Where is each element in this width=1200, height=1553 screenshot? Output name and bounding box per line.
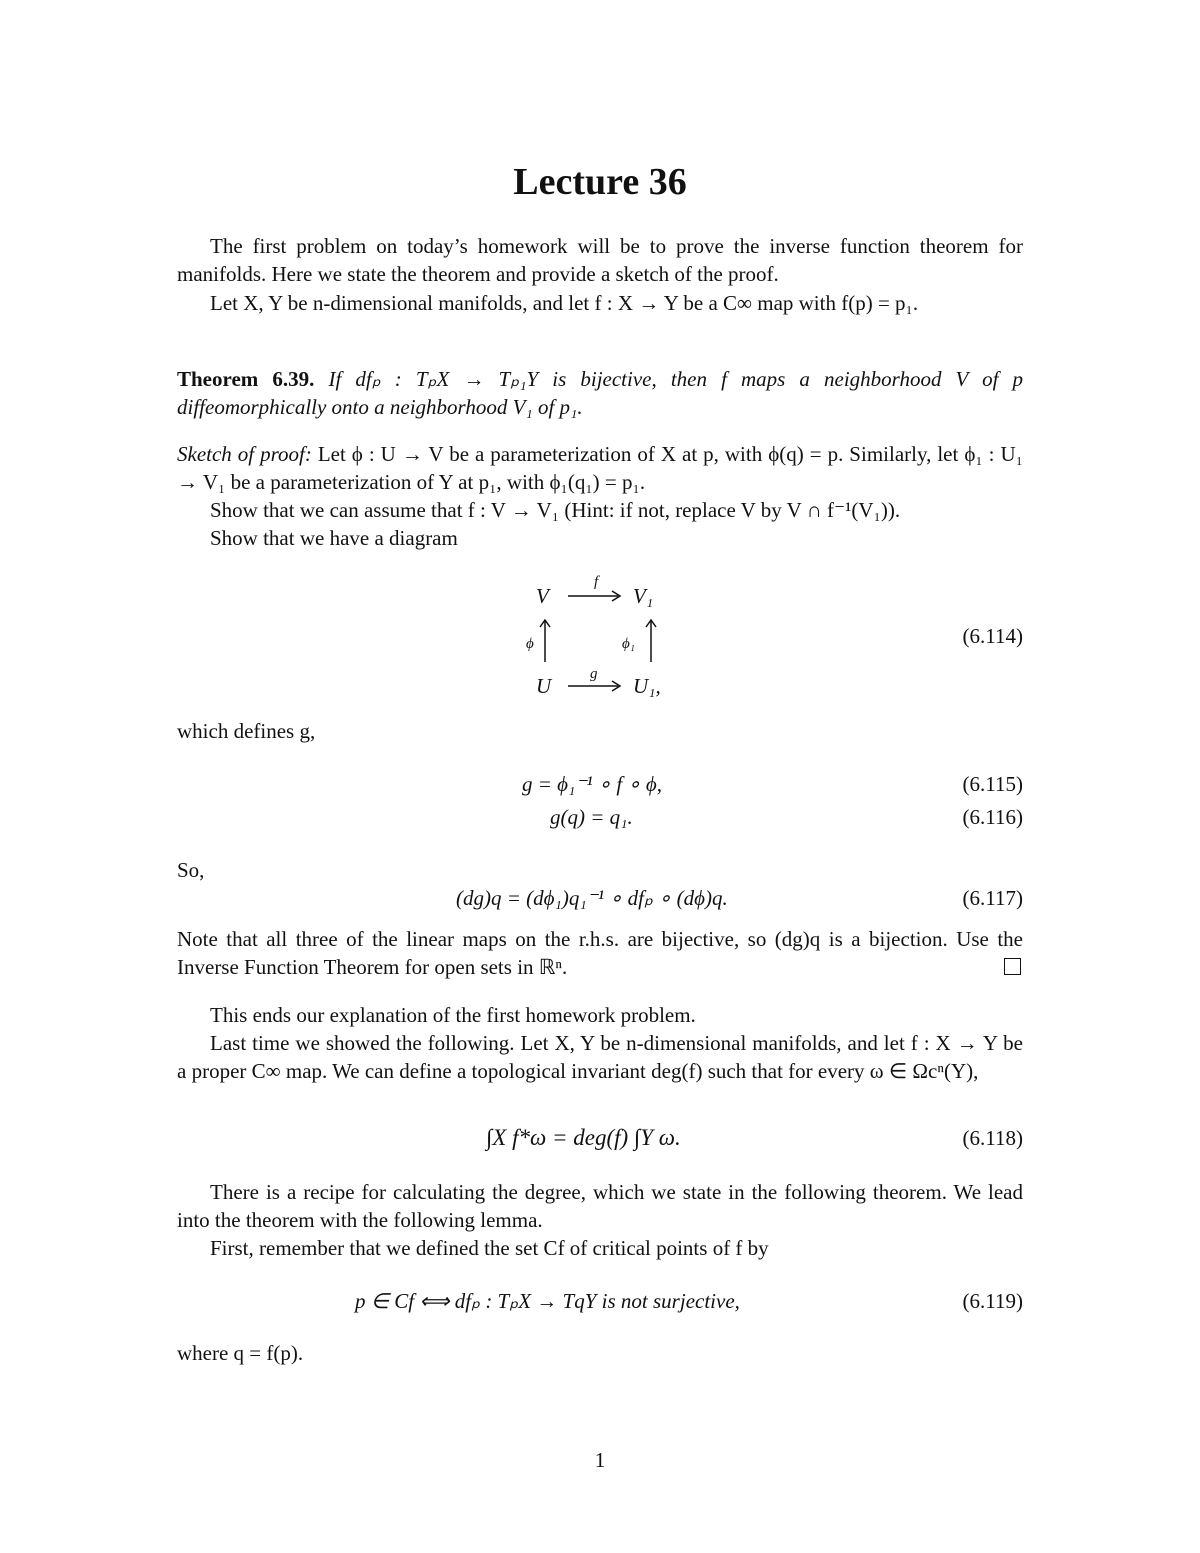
equation-number-6-119: (6.119) [962,1289,1023,1313]
diagram-left-arrow [537,618,553,664]
commutative-diagram [520,572,680,702]
theorem-text: If dfₚ : TₚX → Tₚ₁Y is bijective, then f maps a neighborhood V of p diffeomorphically onto a neighborhood V₁ of p₁. [177,367,1023,419]
proof-label: Sketch of proof: [177,442,312,466]
intro-paragraph: The first problem on today’s homework will be to prove the inverse function theorem for manifolds. Here we state the theorem and provide a sketch of the proof. [177,234,1023,286]
theorem-block [177,365,1023,421]
page-number: 1 [594,1448,606,1472]
diagram-right-arrow [643,618,659,664]
so-text: So, [177,858,205,882]
equation-6-119: p ∈ Cf ⟺ dfₚ : TₚX → TqY is not surjective, [355,1289,740,1313]
diagram-right-arrow-label: ϕ₁ [622,636,635,652]
proof-block [177,440,1023,496]
note-paragraph: Note that all three of the linear maps on the r.h.s. are bijective, so (dg)q is a bijection. Use the Inverse Function Theorem for open sets in ℝⁿ. [177,927,1023,979]
diagram-top-right: V₁ [633,584,654,608]
setup-paragraph: Let X, Y be n-dimensional manifolds, and let f : X → Y be a C∞ map with f(p) = p₁. [210,291,919,315]
equation-6-117: (dg)q = (dϕ₁)q₁⁻¹ ∘ dfₚ ∘ (dϕ)q. [456,886,728,910]
diagram-left-arrow-label: ϕ [526,636,534,652]
equation-number-6-118: (6.118) [962,1126,1023,1150]
equation-number-6-117: (6.117) [962,886,1023,910]
diagram-bottom-left: U [536,674,552,698]
proof-step-2: Show that we can assume that f : V → V₁ (Hint: if not, replace V by V ∩ f⁻¹(V₁)). [210,498,901,522]
diagram-top-arrow-label: f [594,574,599,590]
equation-number-6-116: (6.116) [962,805,1023,829]
equation-6-115: g = ϕ₁⁻¹ ∘ f ∘ ϕ, [522,772,662,796]
equation-6-118: ∫X f*ω = deg(f) ∫Y ω. [486,1125,681,1150]
diagram-bottom-arrow-label: g [590,666,598,682]
qed-square-icon [1004,958,1021,975]
proof-text: Let ϕ : U → V be a parameterization of X at p, with ϕ(q) = p. Similarly, let ϕ₁ : U₁ → V₁ be a parameterization of Y at p₁, with ϕ₁(q₁) = p₁. [177,442,1023,494]
diagram-top-arrow [566,586,624,606]
which-defines-text: which defines g, [177,719,316,743]
equation-number-6-114: (6.114) [962,624,1023,648]
diagram-top-left: V [536,584,549,608]
diagram-bottom-right: U₁, [633,674,661,698]
critical-points-paragraph: First, remember that we defined the set Cf of critical points of f by [210,1236,769,1260]
degree-paragraph: Last time we showed the following. Let X, Y be n-dimensional manifolds, and let f : X → Y be a proper C∞ map. We can define a topological invariant deg(f) such that for every ω ∈ Ωcⁿ(Y), [177,1031,1023,1083]
equation-number-6-115: (6.115) [962,772,1023,796]
homework-end-paragraph: This ends our explanation of the first homework problem. [210,1003,696,1027]
equation-6-116: g(q) = q₁. [550,805,633,829]
theorem-label: Theorem 6.39. [177,367,315,391]
proof-step-3: Show that we have a diagram [210,526,458,550]
diagram-bottom-arrow [566,676,624,696]
where-text: where q = f(p). [177,1341,304,1365]
page-title: Lecture 36 [513,161,687,203]
recipe-paragraph: There is a recipe for calculating the degree, which we state in the following theorem. We lead into the theorem with the following lemma. [177,1180,1023,1232]
